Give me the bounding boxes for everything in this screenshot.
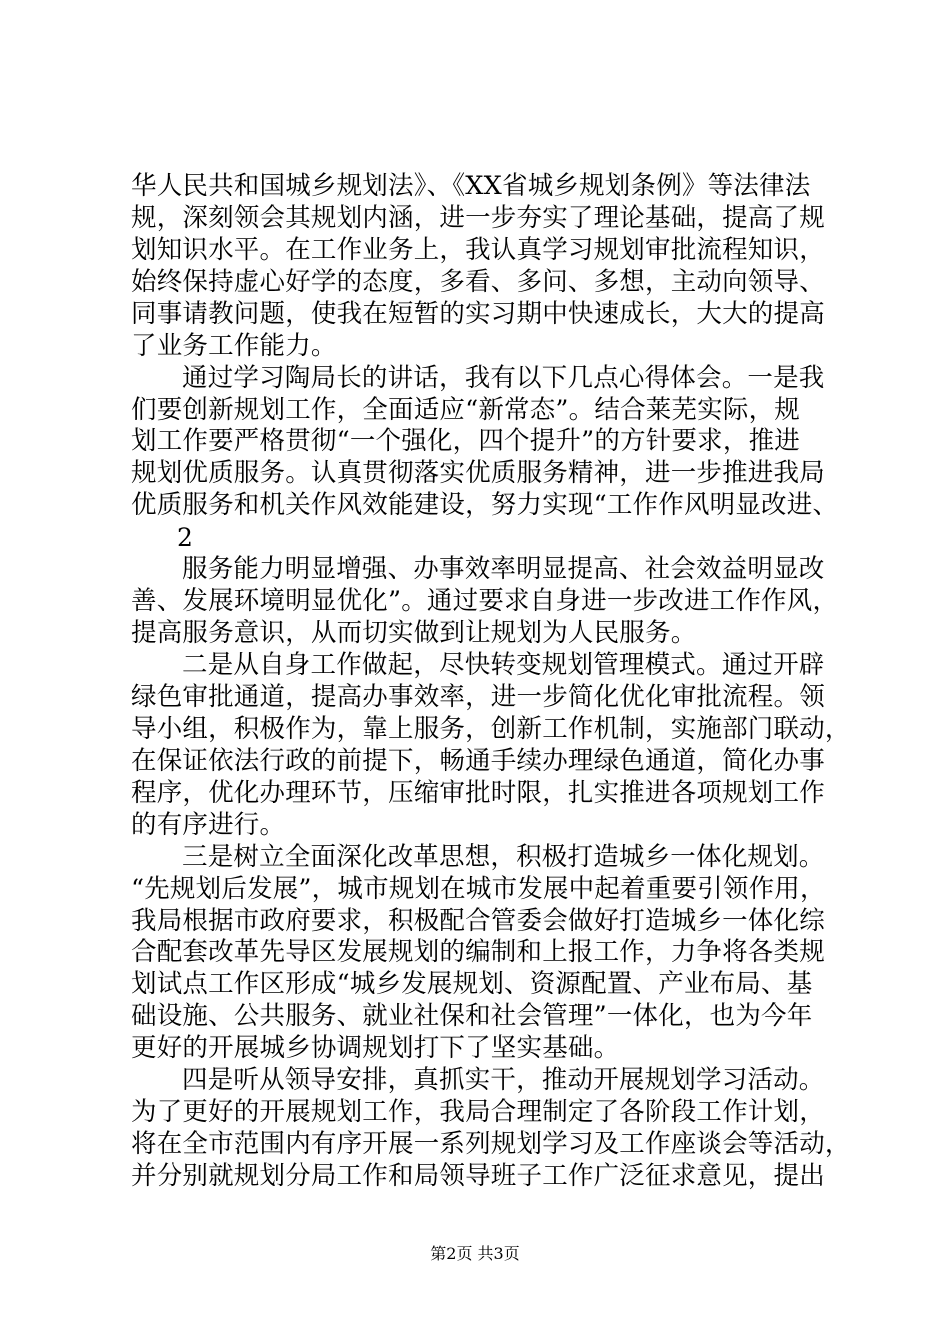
text-line: 导小组，积极作为，靠上服务，创新工作机制，实施部门联动， [131, 714, 851, 744]
text-line: 优质服务和机关作风效能建设，努力实现“工作作风明显改进、 [131, 490, 839, 520]
text-line: 了业务工作能力。 [131, 331, 337, 361]
text-line: 我局根据市政府要求，积极配合管委会做好打造城乡一体化综 [131, 906, 825, 936]
text-line: 三是树立全面深化改革思想，积极打造城乡一体化规划。 [182, 842, 825, 872]
text-line: 划知识水平。在工作业务上，我认真学习规划审批流程知识， [131, 235, 825, 265]
text-line: 划工作要严格贯彻“一个强化，四个提升”的方针要求，推进 [131, 426, 800, 456]
text-line: 合配套改革先导区发展规划的编制和上报工作，力争将各类规 [131, 937, 825, 967]
text-line: 规，深刻领会其规划内涵，进一步夯实了理论基础，提高了规 [131, 203, 825, 233]
text-line: 四是听从领导安排，真抓实干，推动开展规划学习活动。 [182, 1065, 825, 1095]
text-line: 二是从自身工作做起，尽快转变规划管理模式。通过开辟 [182, 650, 825, 680]
text-line: 为了更好的开展规划工作，我局合理制定了各阶段工作计划， [131, 1097, 825, 1127]
text-line: 们要创新规划工作，全面适应“新常态”。结合莱芜实际，规 [131, 395, 800, 425]
text-line: 提高服务意识，从而切实做到让规划为人民服务。 [131, 618, 697, 648]
text-line: 划试点工作区形成“城乡发展规划、资源配置、产业布局、基 [131, 969, 813, 999]
text-line: 础设施、公共服务、就业社保和社会管理”一体化，也为今年 [131, 1001, 813, 1031]
text-line: 规划优质服务。认真贯彻落实优质服务精神，进一步推进我局 [131, 458, 825, 488]
page-footer: 第2页 共3页 [430, 1244, 520, 1263]
text-line: 华人民共和国城乡规划法》、《XX省城乡规划条例》等法律法 [131, 171, 811, 201]
page-marker: 2 [177, 523, 193, 552]
text-line: 程序，优化办理环节，压缩审批时限，扎实推进各项规划工作 [131, 778, 825, 808]
text-line: “先规划后发展”，城市规划在城市发展中起着重要引领作用， [131, 874, 826, 904]
text-line: 服务能力明显增强、办事效率明显提高、社会效益明显改 [182, 554, 825, 584]
text-line: 善、发展环境明显优化”。通过要求自身进一步改进工作作风， [131, 586, 839, 616]
text-line: 更好的开展城乡协调规划打下了坚实基础。 [131, 1033, 620, 1063]
text-line: 通过学习陶局长的讲话，我有以下几点心得体会。一是我 [182, 363, 825, 393]
text-line: 同事请教问题，使我在短暂的实习期中快速成长，大大的提高 [131, 299, 825, 329]
text-line: 的有序进行。 [131, 810, 286, 840]
text-line: 绿色审批通道，提高办事效率，进一步简化优化审批流程。领 [131, 682, 825, 712]
text-line: 始终保持虚心好学的态度，多看、多问、多想，主动向领导、 [131, 267, 825, 297]
text-line: 将在全市范围内有序开展一系列规划学习及工作座谈会等活动， [131, 1129, 851, 1159]
text-line: 在保证依法行政的前提下，畅通手续办理绿色通道，简化办事 [131, 746, 825, 776]
text-line: 并分别就规划分局工作和局领导班子工作广泛征求意见，提出 [131, 1161, 825, 1191]
